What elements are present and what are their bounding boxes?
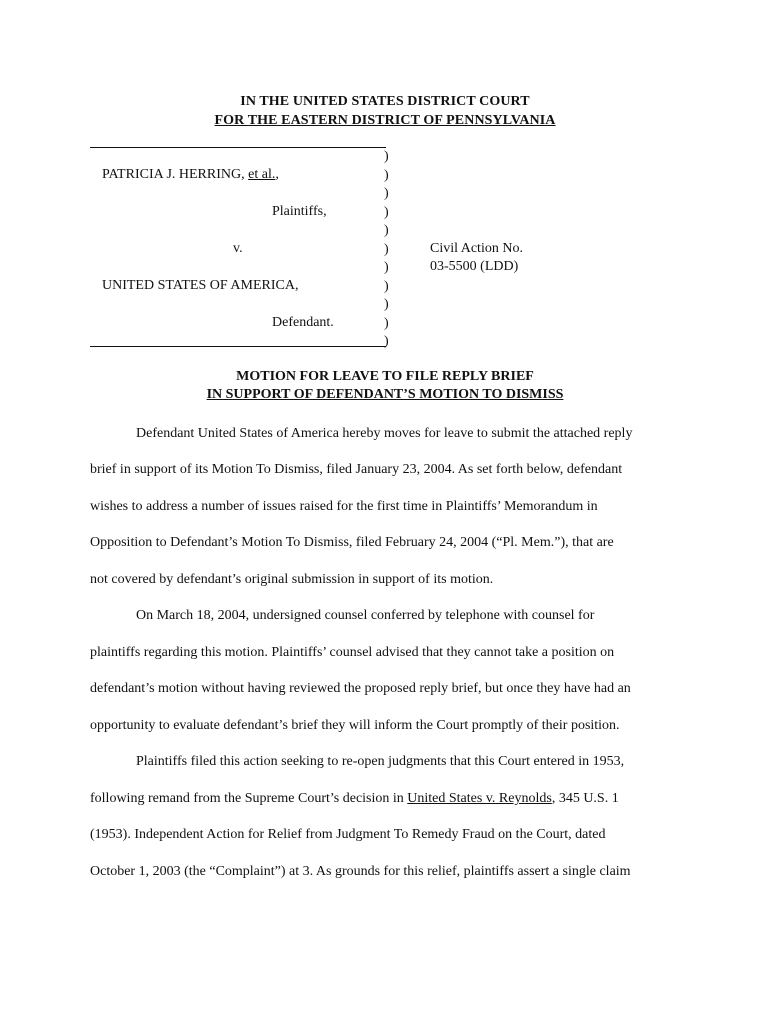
body-line (90, 790, 682, 808)
et-al-text: et al. (248, 167, 276, 182)
caption-paren: ) (384, 149, 389, 164)
caption-paren: ) (384, 334, 389, 349)
caption-parenthesis-column (384, 148, 396, 352)
plaintiffs-role: Plaintiffs, (272, 204, 327, 219)
plaintiff-comma: , (275, 167, 279, 182)
court-name-line1: IN THE UNITED STATES DISTRICT COURT (240, 94, 530, 109)
caption-paren: ) (384, 204, 389, 220)
civil-action-label: Civil Action No. (430, 241, 523, 256)
body-line: Plaintiffs filed this action seeking to re-open judgments that this Court entered in 1953, (136, 754, 625, 769)
defendant-role: Defendant. (272, 315, 334, 330)
caption-paren: ) (384, 223, 389, 238)
caption-top-rule (90, 147, 386, 148)
body-text: , 345 U.S. 1 (551, 791, 619, 806)
body-line: On March 18, 2004, undersigned counsel conferred by telephone with counsel for (136, 608, 595, 623)
motion-title-line1: MOTION FOR LEAVE TO FILE REPLY BRIEF (236, 369, 534, 384)
body-line: Opposition to Defendant’s Motion To Dismiss, filed February 24, 2004 (“Pl. Mem.”), that are (90, 535, 614, 550)
caption-paren: ) (384, 315, 389, 331)
caption-paren: ) (384, 278, 389, 294)
court-name-line2: FOR THE EASTERN DISTRICT OF PENNSYLVANIA (214, 113, 556, 128)
body-line: defendant’s motion without having reviewed the proposed reply brief, but once they have had an (90, 681, 631, 696)
caption-paren: ) (384, 186, 389, 201)
caption-paren: ) (384, 297, 389, 312)
body-line: brief in support of its Motion To Dismiss, filed January 23, 2004. As set forth below, defendant (90, 462, 623, 477)
case-citation: United States v. Reynolds (407, 791, 552, 806)
motion-title-line2: IN SUPPORT OF DEFENDANT’S MOTION TO DISMISS (206, 387, 564, 402)
body-line: not covered by defendant’s original submission in support of its motion. (90, 572, 494, 587)
body-line: opportunity to evaluate defendant’s brief they will inform the Court promptly of their position. (90, 718, 620, 733)
body-line: October 1, 2003 (the “Complaint”) at 3. As grounds for this relief, plaintiffs assert a single claim (90, 864, 631, 879)
caption-paren: ) (384, 167, 389, 183)
body-line: Defendant United States of America hereby moves for leave to submit the attached reply (136, 426, 633, 441)
plaintiff-name-text: PATRICIA J. HERRING, (102, 167, 249, 182)
versus-label: v. (233, 241, 243, 256)
defendant-name: UNITED STATES OF AMERICA, (102, 278, 299, 293)
plaintiff-name (102, 167, 279, 183)
body-line: wishes to address a number of issues raised for the first time in Plaintiffs’ Memorandum in (90, 499, 598, 514)
caption-paren: ) (384, 241, 389, 257)
body-line: plaintiffs regarding this motion. Plaintiffs’ counsel advised that they cannot take a position on (90, 645, 615, 660)
body-line: (1953). Independent Action for Relief from Judgment To Remedy Fraud on the Court, dated (90, 827, 606, 842)
caption-paren: ) (384, 260, 389, 275)
civil-action-number: 03-5500 (LDD) (430, 259, 519, 274)
body-text: following remand from the Supreme Court’s decision in (90, 791, 408, 806)
caption-bottom-rule (90, 346, 386, 347)
